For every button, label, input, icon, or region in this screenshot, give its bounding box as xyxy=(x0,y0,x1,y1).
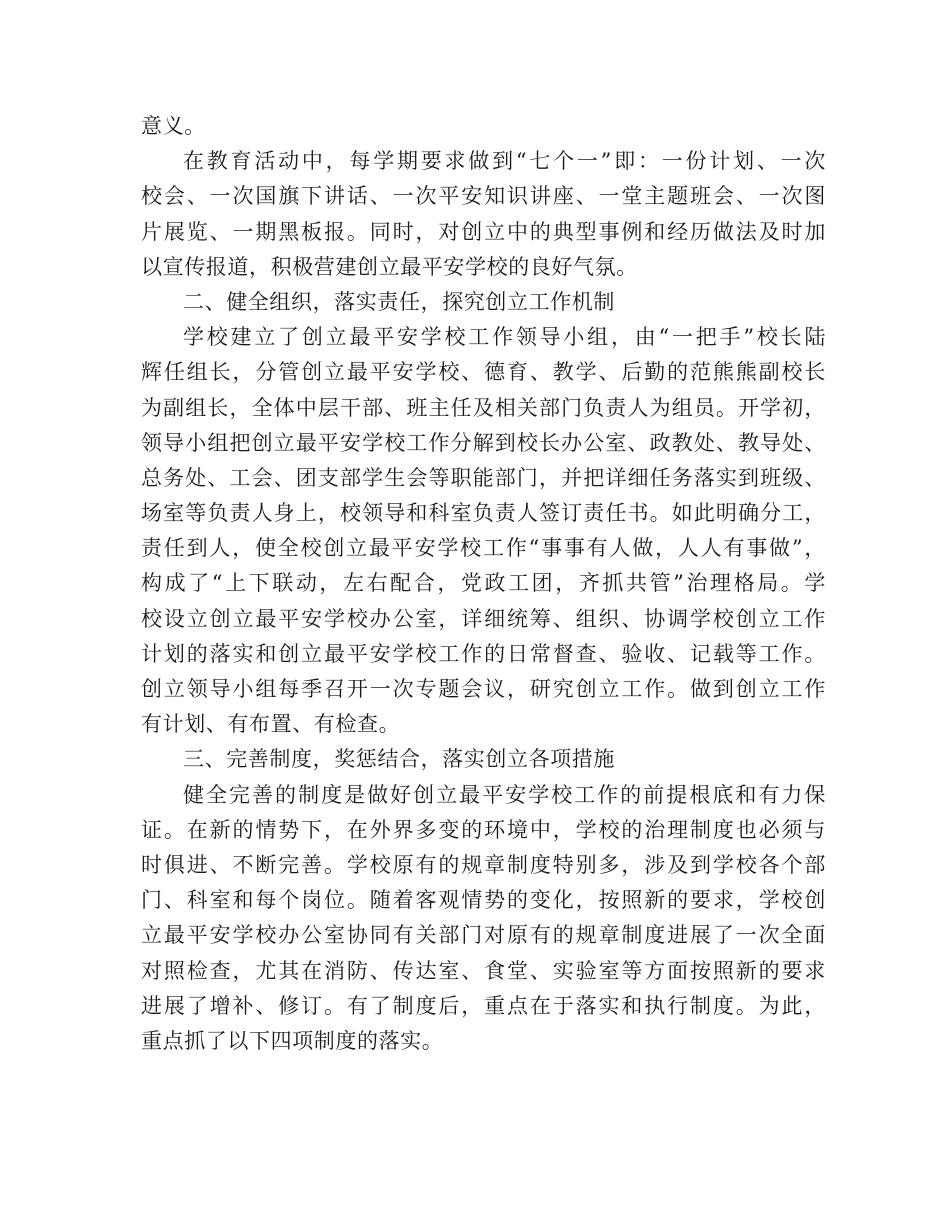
text-line: 构成了“上下联动，左右配合，党政工团，齐抓共管”治理格局。学 xyxy=(141,571,826,596)
text-line: 责任到人，使全校创立最平安学校工作“事事有人做，人人有事做”， xyxy=(141,536,826,561)
text-line: 立最平安学校办公室协同有关部门对原有的规章制度进展了一次全面 xyxy=(141,923,826,948)
text-line: 校会、一次国旗下讲话、一次平安知识讲座、一堂主题班会、一次图 xyxy=(141,184,826,209)
text-line: 为副组长，全体中层干部、班主任及相关部门负责人为组员。开学初， xyxy=(141,395,826,420)
text-line: 有计划、有布置、有检查。 xyxy=(141,712,401,737)
text-line: 辉任组长，分管创立最平安学校、德育、教学、后勤的范熊熊副校长 xyxy=(141,360,826,385)
text-line: 学校建立了创立最平安学校工作领导小组，由“一把手”校长陆 xyxy=(183,325,826,350)
text-line: 进展了增补、修订。有了制度后，重点在于落实和执行制度。为此， xyxy=(141,993,826,1018)
text-line: 校设立创立最平安学校办公室，详细统筹、组织、协调学校创立工作 xyxy=(141,606,826,631)
text-line: 在教育活动中，每学期要求做到“七个一”即：一份计划、一次 xyxy=(183,149,826,174)
text-line: 门、科室和每个岗位。随着客观情势的变化，按照新的要求，学校创 xyxy=(141,888,826,913)
text-line: 证。在新的情势下，在外界多变的环境中，学校的治理制度也必须与 xyxy=(141,817,826,842)
text-line: 健全完善的制度是做好创立最平安学校工作的前提根底和有力保 xyxy=(183,782,826,807)
text-line: 时俱进、不断完善。学校原有的规章制度特别多，涉及到学校各个部 xyxy=(141,852,826,877)
text-line: 三、完善制度，奖惩结合，落实创立各项措施 xyxy=(183,747,615,772)
text-line: 以宣传报道，积极营建创立最平安学校的良好气氛。 xyxy=(141,254,638,279)
text-line: 场室等负责人身上，校领导和科室负责人签订责任书。如此明确分工， xyxy=(141,501,826,526)
document-body xyxy=(141,109,826,1059)
text-line: 创立领导小组每季召开一次专题会议，研究创立工作。做到创立工作 xyxy=(141,677,826,701)
text-line: 领导小组把创立最平安学校工作分解到校长办公室、政教处、教导处、 xyxy=(141,430,826,455)
text-line: 二、健全组织，落实责任，探究创立工作机制 xyxy=(183,289,615,314)
text-line: 片展览、一期黑板报。同时，对创立中的典型事例和经历做法及时加 xyxy=(141,219,826,244)
text-line: 计划的落实和创立最平安学校工作的日常督查、验收、记载等工作。 xyxy=(141,641,826,666)
text-line: 总务处、工会、团支部学生会等职能部门，并把详细任务落实到班级、 xyxy=(141,465,826,490)
text-line: 对照检查，尤其在消防、传达室、食堂、实验室等方面按照新的要求 xyxy=(141,958,826,983)
text-line: 意义。 xyxy=(141,114,206,138)
text-line: 重点抓了以下四项制度的落实。 xyxy=(141,1028,444,1053)
